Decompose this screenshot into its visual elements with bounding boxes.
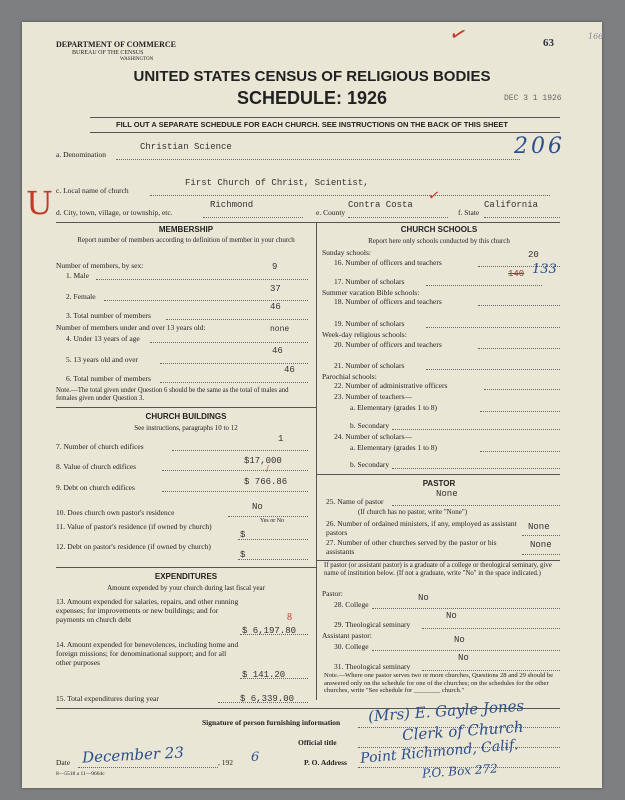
county-value[interactable]: Contra Costa — [348, 200, 413, 210]
rule — [316, 560, 560, 561]
q25-line — [392, 505, 560, 506]
q24b-line — [392, 468, 560, 469]
sunday-head: Sunday schools: — [322, 248, 371, 257]
q29-line — [422, 628, 560, 629]
po-address-value[interactable]: Point Richmond, Calif. — [359, 737, 519, 767]
denomination-label: a. Denomination — [56, 150, 106, 159]
q27-line — [522, 554, 560, 555]
q3-line — [166, 319, 308, 320]
q24-label: 24. Number of scholars— — [334, 432, 412, 441]
q3-label: 3. Total number of members — [66, 311, 151, 320]
graduate-note: If pastor (or assistant pastor) is a graduate of a college or theological seminary, give name of institution below. (If not a graduate, write "No" in the space indicated.) — [324, 562, 552, 577]
q28-line — [372, 608, 560, 609]
q14-label: 14. Amount expended for benevolences, including home and foreign missions; for denominational support; and for all other purposes — [56, 640, 239, 667]
official-title-label: Official title — [298, 738, 337, 747]
q30-line — [372, 650, 560, 651]
expenditures-title: EXPENDITURES — [154, 572, 218, 581]
q9-line — [162, 491, 308, 492]
state-value[interactable]: California — [484, 200, 539, 210]
city-value[interactable]: Richmond — [210, 200, 254, 210]
correction-mark: 8 — [287, 612, 292, 623]
date-label: Date — [56, 758, 71, 767]
q11-label: 11. Value of pastor's residence (if owned by church) — [56, 522, 212, 531]
local-name-value[interactable]: First Church of Christ, Scientist, — [185, 178, 369, 188]
q10-hint: Yes or No — [260, 518, 285, 524]
q8-line — [162, 470, 308, 471]
rule — [56, 407, 316, 408]
q15-label: 15. Total expenditures during year — [56, 694, 159, 703]
q10-label: 10. Does church own pastor's residence — [56, 508, 175, 517]
q20-label: 20. Number of officers and teachers — [334, 340, 442, 349]
q17-handwritten: 133 — [532, 262, 557, 277]
q10-value[interactable]: No — [252, 502, 263, 512]
q8-label: 8. Value of church edifices — [56, 462, 137, 471]
corner-number: 166 — [588, 32, 604, 41]
q14-value[interactable]: $ 141.20 — [242, 670, 286, 680]
instruction-line: FILL OUT A SEPARATE SCHEDULE FOR EACH CHURCH. SEE INSTRUCTIONS ON THE BACK OF THIS SHEET — [116, 120, 508, 129]
denomination-value[interactable]: Christian Science — [140, 142, 232, 152]
age-head: Number of members under and over 13 years old: — [56, 323, 206, 332]
q24a-label: a. Elementary (grades 1 to 8) — [350, 443, 438, 452]
rule — [90, 132, 560, 133]
q23a-label: a. Elementary (grades 1 to 8) — [350, 403, 438, 412]
check-mark: ✓ — [446, 21, 470, 49]
form-codes: 8—5518 a 11—9664c — [56, 771, 105, 777]
q21-line — [426, 369, 560, 370]
q27-label: 27. Number of other churches served by the pastor or his assistants — [326, 538, 497, 556]
q30-value[interactable]: No — [454, 635, 465, 645]
q7-label: 7. Number of church edifices — [56, 442, 144, 451]
by-sex-label: Number of members, by sex: — [56, 261, 144, 270]
membership-note: Note.—The total given under Question 6 should be the same as the total of males and females given under Question 3. — [56, 387, 289, 402]
q26-label: 26. Number of ordained ministers, if any, employed as assistant pastors — [326, 519, 517, 537]
po-box-value[interactable]: P.O. Box 272 — [421, 761, 499, 781]
q6-label: 6. Total number of members — [66, 374, 151, 383]
q31-label: 31. Theological seminary — [334, 662, 411, 671]
q28-label: 28. College — [334, 600, 369, 609]
city-label-field: d. City, town, village, or township, etc. — [56, 208, 173, 217]
q1-line — [96, 279, 308, 280]
q6-value[interactable]: 46 — [284, 365, 295, 375]
local-name-label: c. Local name of church — [56, 186, 129, 195]
q1-label: 1. Male — [66, 271, 89, 280]
q22-label: 22. Number of administrative officers — [334, 381, 448, 390]
column-divider — [316, 222, 317, 700]
q28-value[interactable]: No — [418, 593, 429, 603]
date-line — [78, 767, 218, 768]
q23-label: 23. Number of teachers— — [334, 392, 412, 401]
q23b-line — [392, 429, 560, 430]
q4-value[interactable]: none — [270, 325, 290, 334]
summer-head: Summer vacation Bible schools: — [322, 288, 420, 297]
date-value[interactable]: December 23 — [81, 743, 185, 767]
rule — [316, 474, 560, 475]
q7-value[interactable]: 1 — [278, 434, 284, 444]
denomination-line — [116, 159, 520, 160]
asst-head: Assistant pastor: — [322, 631, 372, 640]
q5-label: 5. 13 years old and over — [66, 355, 139, 364]
q26-line — [522, 535, 560, 536]
q11-line — [238, 539, 308, 540]
q2-value[interactable]: 37 — [270, 284, 281, 294]
po-address-label: P. O. Address — [304, 758, 347, 767]
q3-value[interactable]: 46 — [270, 302, 281, 312]
q24a-line — [480, 451, 560, 452]
parochial-head: Parochial schools: — [322, 372, 377, 381]
pastor-note: Note.—Where one pastor serves two or more churches, Questions 28 and 29 should be answered only on the schedule for one of the churches; on the schedules for the other churches, write "See schedule for ________ church." — [324, 672, 554, 694]
q21-label: 21. Number of scholars — [334, 361, 405, 370]
pastor-head: Pastor: — [322, 589, 343, 598]
year-prefix: , 192 — [218, 758, 233, 767]
q1-value[interactable]: 9 — [272, 262, 278, 272]
local-name-line — [150, 195, 550, 196]
city-line — [203, 217, 303, 218]
denomination-code: 206 — [514, 134, 565, 159]
rule — [90, 117, 560, 118]
q2-line — [104, 300, 308, 301]
schools-title: CHURCH SCHOOLS — [400, 225, 478, 234]
rule — [56, 222, 560, 223]
signature-label: Signature of person furnishing information — [202, 718, 341, 727]
rule — [56, 567, 316, 568]
q25-value[interactable]: None — [436, 489, 458, 499]
q23b-label: b. Secondary — [350, 421, 390, 430]
bureau-label: BUREAU OF THE CENSUS — [72, 50, 144, 56]
q24b-label: b. Secondary — [350, 460, 390, 469]
buildings-sub: See instructions, paragraphs 10 to 12 — [134, 424, 238, 432]
census-form-sheet — [22, 22, 602, 788]
buildings-title: CHURCH BUILDINGS — [145, 412, 227, 421]
q13-label: 13. Amount expended for salaries, repairs, and other running expenses; for improvements or new buildings; and for payments on church debt — [56, 597, 239, 624]
q15-value[interactable]: $ 6,339.00 — [240, 694, 295, 704]
page-number: 63 — [543, 37, 554, 49]
q20-line — [478, 348, 560, 349]
q4-line — [150, 342, 308, 343]
signature-value[interactable]: (Mrs) E. Gayle Jones — [367, 696, 525, 726]
schools-sub: Report here only schools conducted by this church — [368, 237, 510, 245]
q12-value[interactable]: $ — [240, 550, 257, 560]
q27-value[interactable]: None — [530, 540, 552, 550]
correction-mark: / — [266, 464, 269, 475]
q7-line — [172, 450, 308, 451]
q19-label: 19. Number of scholars — [334, 319, 405, 328]
q8-value[interactable]: $17,000 — [244, 456, 282, 466]
city-label: WASHINGTON — [120, 57, 154, 62]
membership-title: MEMBERSHIP — [158, 225, 214, 234]
state-line — [484, 217, 560, 218]
expenditures-sub: Amount expended by your church during last fiscal year — [107, 584, 265, 592]
q18-label: 18. Number of officers and teachers — [334, 297, 442, 306]
schedule-title: SCHEDULE: 1926 — [236, 88, 388, 108]
q17-line — [426, 285, 542, 286]
q12-label: 12. Debt on pastor's residence (if owned by church) — [56, 542, 211, 551]
q29-label: 29. Theological seminary — [334, 620, 411, 629]
form-title: UNITED STATES CENSUS OF RELIGIOUS BODIES — [133, 68, 491, 85]
county-line — [348, 217, 448, 218]
q18-line — [478, 305, 560, 306]
q25-hint: (If church has no pastor, write "None") — [358, 508, 468, 516]
q17-value[interactable]: 140 — [508, 269, 525, 279]
q16-value[interactable]: 20 — [528, 250, 539, 260]
year-digit[interactable]: 6 — [251, 750, 260, 765]
q9-value[interactable]: $ 766.86 — [244, 477, 288, 487]
q19-line — [426, 327, 560, 328]
q17-label: 17. Number of scholars — [334, 277, 405, 286]
q4-label: 4. Under 13 years of age — [66, 334, 140, 343]
q26-value[interactable]: None — [528, 522, 550, 532]
q30-label: 30. College — [334, 642, 369, 651]
q22-line — [484, 389, 560, 390]
q13-value[interactable]: $ 6,197.80 — [242, 626, 297, 636]
state-label: f. State — [458, 208, 480, 217]
q25-label: 25. Name of pastor — [326, 497, 384, 506]
q10-line — [228, 516, 308, 517]
margin-mark: U — [26, 184, 53, 222]
q31-line — [422, 670, 560, 671]
check-mark: ✓ — [426, 188, 441, 205]
date-stamp: DEC 3 1 1926 — [504, 94, 562, 103]
pastor-title: PASTOR — [422, 479, 456, 488]
q11-value[interactable]: $ — [240, 530, 246, 540]
weekday-head: Week-day religious schools: — [322, 330, 407, 339]
q31-value[interactable]: No — [458, 653, 469, 663]
q2-label: 2. Female — [66, 292, 96, 301]
q23a-line — [480, 411, 560, 412]
q6-line — [160, 382, 308, 383]
q9-label: 9. Debt on church edifices — [56, 483, 135, 492]
q5-value[interactable]: 46 — [272, 346, 283, 356]
county-label: e. County — [316, 208, 346, 217]
q29-value[interactable]: No — [446, 611, 457, 621]
official-title-value[interactable]: Clerk of Church — [401, 717, 525, 745]
q16-label: 16. Number of officers and teachers — [334, 258, 442, 267]
q5-line — [160, 363, 308, 364]
membership-sub: Report number of members according to definition of member in your church — [77, 236, 295, 244]
dept-label: DEPARTMENT OF COMMERCE — [56, 40, 177, 49]
